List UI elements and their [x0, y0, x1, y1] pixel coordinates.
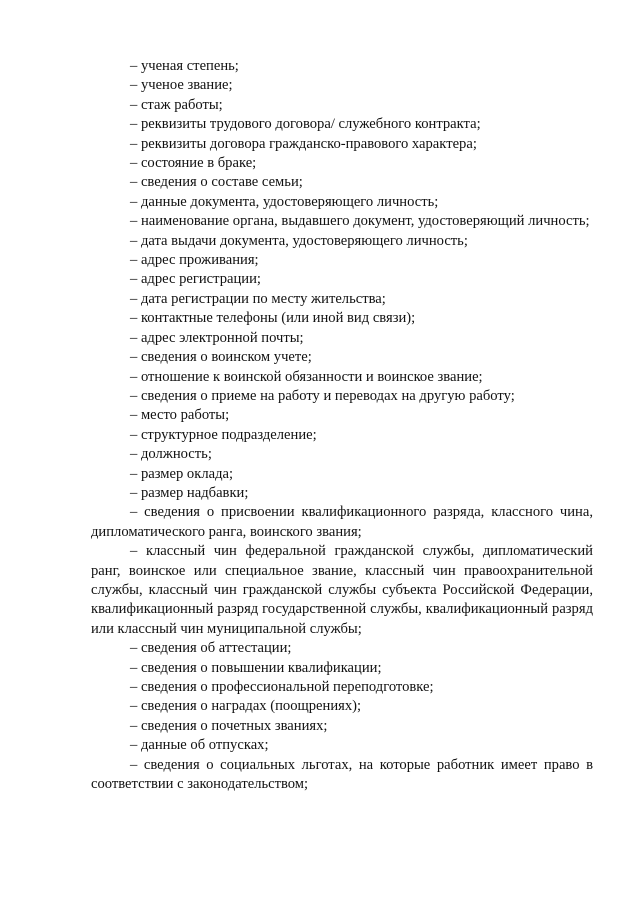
list-item: – должность;: [130, 446, 212, 463]
list-item: – дата выдачи документа, удостоверяющего личность;: [130, 232, 468, 249]
list-item: – реквизиты договора гражданско-правового характера;: [130, 135, 477, 152]
list-item: – отношение к воинской обязанности и воинское звание;: [130, 368, 483, 385]
list-item: – сведения о присвоении квалификационного разряда, классного чина, дипломатического ранга, воинского звания;: [91, 504, 593, 540]
list-item: – сведения о воинском учете;: [130, 349, 312, 366]
list-item: – сведения о почетных званиях;: [130, 717, 328, 734]
list-item: – данные об отпусках;: [130, 737, 269, 754]
list-item: – данные документа, удостоверяющего личность;: [130, 193, 439, 210]
list-item: – сведения о наградах (поощрениях);: [130, 698, 362, 715]
list-item: – размер оклада;: [130, 465, 234, 482]
list-item: – наименование органа, выдавшего документ, удостоверяющий личность;: [130, 213, 590, 230]
list-item: – размер надбавки;: [130, 484, 249, 501]
list-item: – стаж работы;: [130, 96, 223, 113]
list-item: – структурное подразделение;: [130, 426, 317, 443]
list-item: – сведения об аттестации;: [130, 640, 292, 657]
list-item: – сведения о приеме на работу и переводах на другую работу;: [130, 387, 515, 404]
list-item: – сведения о социальных льготах, на которые работник имеет право в соответствии с законодательством;: [91, 756, 593, 793]
document-body: [91, 57, 593, 794]
list-item: – место работы;: [130, 407, 230, 424]
list-item: – классный чин федеральной гражданской службы, дипломатический ранг, воинское или специальное звание, классный чин правоохранительной службы, классный чин гражданской службы субъекта Российской Федерации, квалификационный разряд государственной службы, квалификационный разряд или классный чин муниципальной службы;: [91, 543, 593, 637]
list-item: – сведения о профессиональной переподготовке;: [130, 679, 434, 695]
list-item: – сведения о составе семьи;: [130, 174, 303, 191]
list-item: – состояние в браке;: [130, 155, 257, 172]
list-item: – ученое звание;: [130, 77, 233, 94]
list-item: – ученая степень;: [130, 58, 239, 74]
list-item: – сведения о повышении квалификации;: [130, 659, 382, 676]
list-item: – адрес регистрации;: [130, 271, 261, 288]
list-item: – реквизиты трудового договора/ служебного контракта;: [130, 116, 481, 133]
list-item: – адрес проживания;: [130, 252, 259, 269]
list-item: – контактные телефоны (или иной вид связи);: [130, 310, 416, 327]
list-item: – адрес электронной почты;: [130, 329, 304, 346]
list-item: – дата регистрации по месту жительства;: [130, 290, 386, 307]
